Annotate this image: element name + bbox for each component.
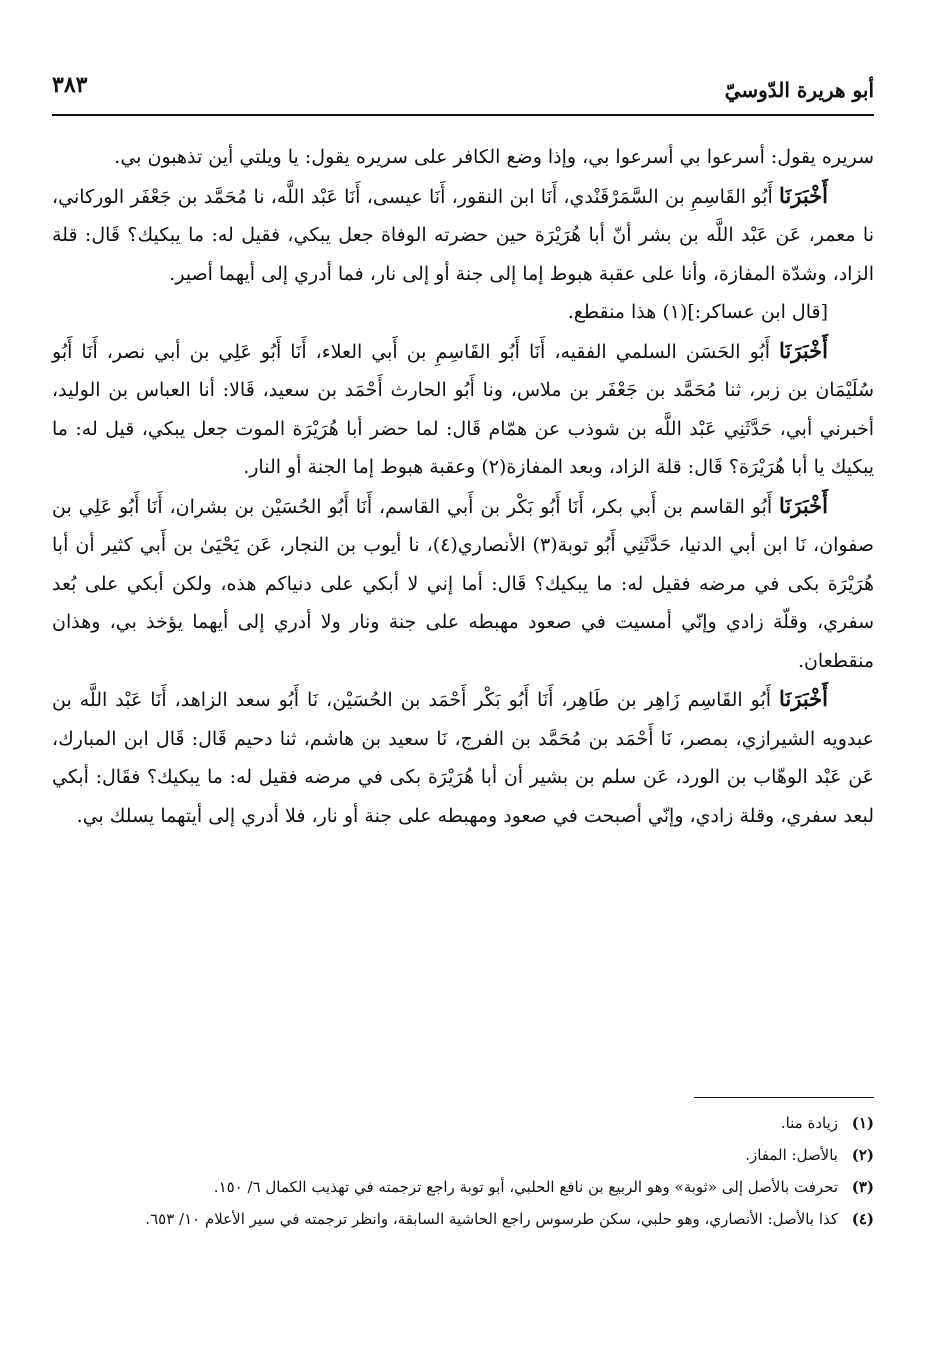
footnote-text: زيادة منا.	[780, 1114, 838, 1132]
transmission-keyword: أَخْبَرَنَا	[779, 492, 828, 518]
footnote-text: بالأصل: المفاز.	[745, 1146, 838, 1164]
footnote-number: (٢)	[851, 1146, 874, 1164]
footnote-text: كذا بالأصل: الأنصاري، وهو حلبي، سكن طرسوس راجع الحاشية السابقة، وانظر ترجمته في سير الأعلام ١٠/ ٦٥٣.	[145, 1210, 838, 1228]
footnote-item	[52, 1108, 874, 1138]
paragraph-hadith-4: أَخْبَرَنَا أَبُو القَاسِم زَاهِر بن طَاهِر، أَنَا أَبُو بَكْر أَحْمَد بن الحُسَيْن، نَا أَبُو سعد الزاهد، أَنَا عَبْد اللَّه بن عبدويه الشيرازي، بمصر، نَا أَحْمَد بن مُحَمَّد بن الفرج، نَا سعيد بن هاشم، ثنا دحيم قَال: قَال ابن المبارك، عَن عَبْد الوهّاب بن الورد، عَن سلم بن بشير أن أبا هُرَيْرَة بكى في مرضه فقيل له: ما يبكيك؟ فقَال: أبكي لبعد سفري، وقلة زادي، وإنّي أصبحت في صعود ومهبطه على جنة أو نار، فلا أدري إلى أيتهما يسلك بي.	[52, 686, 874, 827]
footnote-text: تحرفت بالأصل إلى «ثوبة» وهو الربيع بن نافع الحلبي، أبو توبة راجع ترجمته في تهذيب الكمال ٦/ ١٥٠.	[213, 1178, 838, 1196]
page-header	[52, 66, 874, 116]
transmission-keyword: أَخْبَرَنَا	[779, 337, 828, 363]
transmission-keyword: أَخْبَرَنَا	[779, 686, 828, 711]
footnote-number: (٣)	[851, 1178, 874, 1196]
footnotes	[52, 1108, 874, 1236]
page-number: ٣٨٣	[52, 72, 88, 98]
paragraph-hadith-3: أَخْبَرَنَا أَبُو القاسم بن أَبي بكر، أَنَا أَبُو بَكْر بن أَبي القاسم، أَنَا أَبُو الحُسَيْن بن بشران، أَنَا أَبُو عَلِي بن صفوان، نَا ابن أبي الدنيا، حَدَّثَنِي أَبُو توبة(٣) الأنصاري(٤)، نا أيوب بن النجار، عَن يَحْيَىٰ بن أَبي كثير أن أبا هُرَيْرَة بكى في مرضه فقيل له: ما يبكيك؟ قَال: أما إني لا أبكي على دنياكم هذه، ولكن أبكي على بُعد سفري، وقلّة زادي وإنّي أمسيت في صعود مهبطه على جنة ونار ولا أدري إلى أيهما يؤخذ بي، وهذان منقطعان.	[52, 492, 874, 672]
main-text	[52, 138, 874, 835]
paragraph-hadith-1: أَخْبَرَنَا أَبُو القَاسِمِ بن السَّمَرْقَنْدي، أَنَا ابن النقور، أَنَا عيسى، أَنَا عَبْد اللَّه، نا مُحَمَّد بن جَعْفَر الوركاني، نا معمر، عَن عَبْد اللَّه بن بشر أنّ أبا هُرَيْرَة حين حضرته الوفاة جعل يبكي، فقيل له: ما يبكيك؟ قَال: قلة الزاد، وشدّة المفازة، وأنا على عقبة هبوط إما إلى جنة أو إلى نار، فما أدري إلى أيهما أصير.	[52, 182, 874, 285]
footnote-item	[52, 1204, 874, 1234]
footnote-item	[52, 1140, 874, 1170]
paragraph-hadith-2: أَخْبَرَنَا أَبُو الحَسَن السلمي الفقيه، أَنَا أَبُو القَاسِمِ بن أَبي العلاء، أَنَا أَبُو عَلِي بن أبي نصر، أَنَا أَبُو سُلَيْمَان بن زبر، ثنا مُحَمَّد بن جَعْفَر بن ملاس، ونا أَبُو الحارث أَحْمَد بن سعيد، قَالا: أنا العباس بن الوليد، أخبرني أبي، حَدَّثَنِي عَبْد اللَّه بن شوذب عن همّام قَال: لما حضر أبا هُرَيْرَة الموت جعل يبكي، قيل له: ما يبكيك يا أبا هُرَيْرَة؟ قَال: قلة الزاد، وبعد المفازة(٢) وعقبة هبوط إما الجنة أو النار.	[52, 337, 874, 478]
footnote-item	[52, 1172, 874, 1202]
footnote-number: (١)	[851, 1114, 874, 1132]
paragraph-continuation: سريره يقول: أسرعوا بي أسرعوا بي، وإذا وضع الكافر على سريره يقول: يا ويلتي أين تذهبون بي.	[114, 146, 874, 168]
running-title: أبو هريرة الدّوسيّ	[724, 78, 874, 102]
transmission-keyword: أَخْبَرَنَا	[779, 182, 828, 208]
footnote-number: (٤)	[851, 1210, 874, 1228]
paragraph-note: [قال ابن عساكر:](١) هذا منقطع.	[567, 301, 828, 323]
footnote-divider	[694, 1097, 874, 1098]
